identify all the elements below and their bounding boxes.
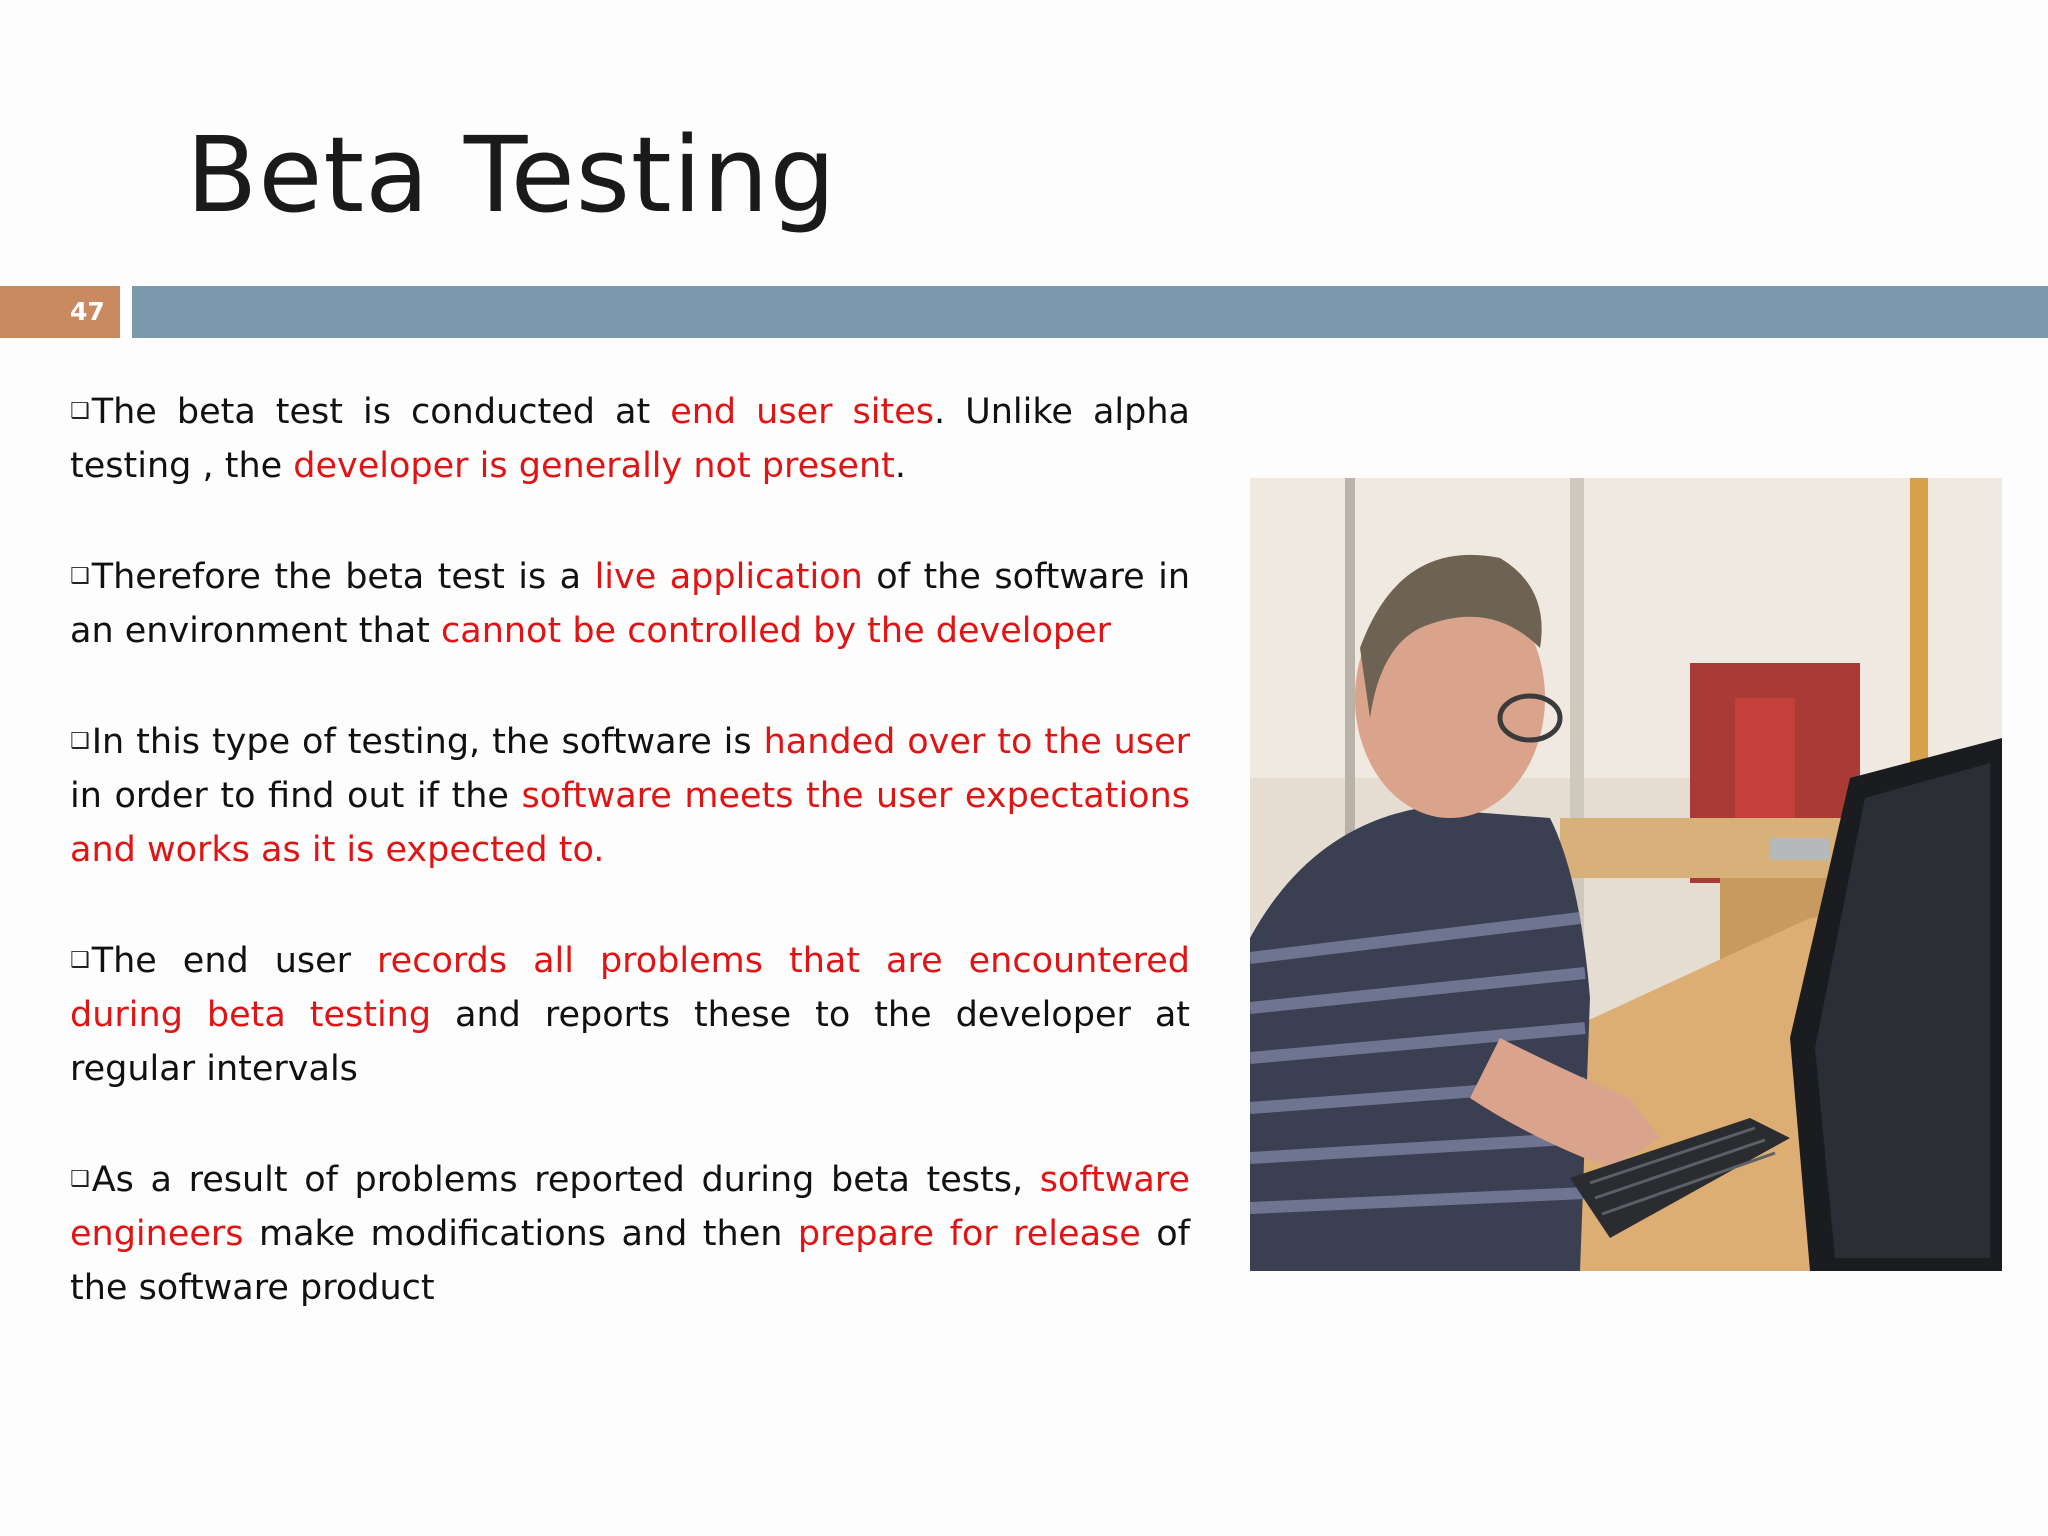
slide-title: Beta Testing	[186, 114, 837, 236]
highlight-segment: prepare for release	[797, 1214, 1141, 1254]
highlight-segment: software meets the user expectations and works as it is expected to.	[70, 776, 1191, 870]
text-segment: in order to find out if the	[70, 776, 522, 816]
text-segment: The beta test is conducted at	[91, 392, 671, 432]
text-segment: of the software in an environment that	[70, 557, 1190, 651]
slide-number: 47	[0, 286, 120, 338]
photo-man-at-computer	[1250, 478, 2002, 1271]
bullet-paragraph	[70, 715, 1190, 877]
highlight-segment: software engineers	[70, 1160, 1190, 1254]
text-segment: .	[894, 446, 906, 486]
title-rule-bar	[132, 286, 2048, 338]
highlight-segment: handed over to the user	[763, 722, 1190, 762]
highlight-segment: developer is generally not present	[293, 446, 895, 486]
bullet-paragraph	[70, 385, 1190, 493]
text-segment: of the software product	[70, 1214, 1190, 1308]
text-segment: In this type of testing, the software is	[91, 722, 764, 762]
bullet-paragraph	[70, 550, 1190, 658]
bullet-paragraph	[70, 934, 1190, 1096]
photo-illustration	[1250, 478, 2002, 1271]
bullet-icon: ❑	[70, 1167, 90, 1192]
text-segment: Therefore the beta test is a	[91, 557, 595, 597]
bullet-icon: ❑	[70, 948, 90, 973]
text-segment: and reports these to the developer at regular intervals	[70, 995, 1190, 1089]
text-segment: make modifications and then	[243, 1214, 798, 1254]
bullet-icon: ❑	[70, 564, 90, 589]
bullet-icon: ❑	[70, 399, 90, 424]
bullet-icon: ❑	[70, 729, 90, 754]
highlight-segment: records all problems that are encountered during beta testing	[70, 941, 1190, 1035]
text-segment: The end user	[91, 941, 378, 981]
bullet-list	[70, 385, 1190, 1372]
text-segment: . Unlike alpha testing , the	[70, 392, 1190, 486]
bullet-paragraph	[70, 1153, 1190, 1315]
highlight-segment: cannot be controlled by the developer	[441, 611, 1112, 651]
text-segment: As a result of problems reported during beta tests,	[91, 1160, 1040, 1200]
highlight-segment: end user sites	[670, 392, 934, 432]
highlight-segment: live application	[594, 557, 863, 597]
